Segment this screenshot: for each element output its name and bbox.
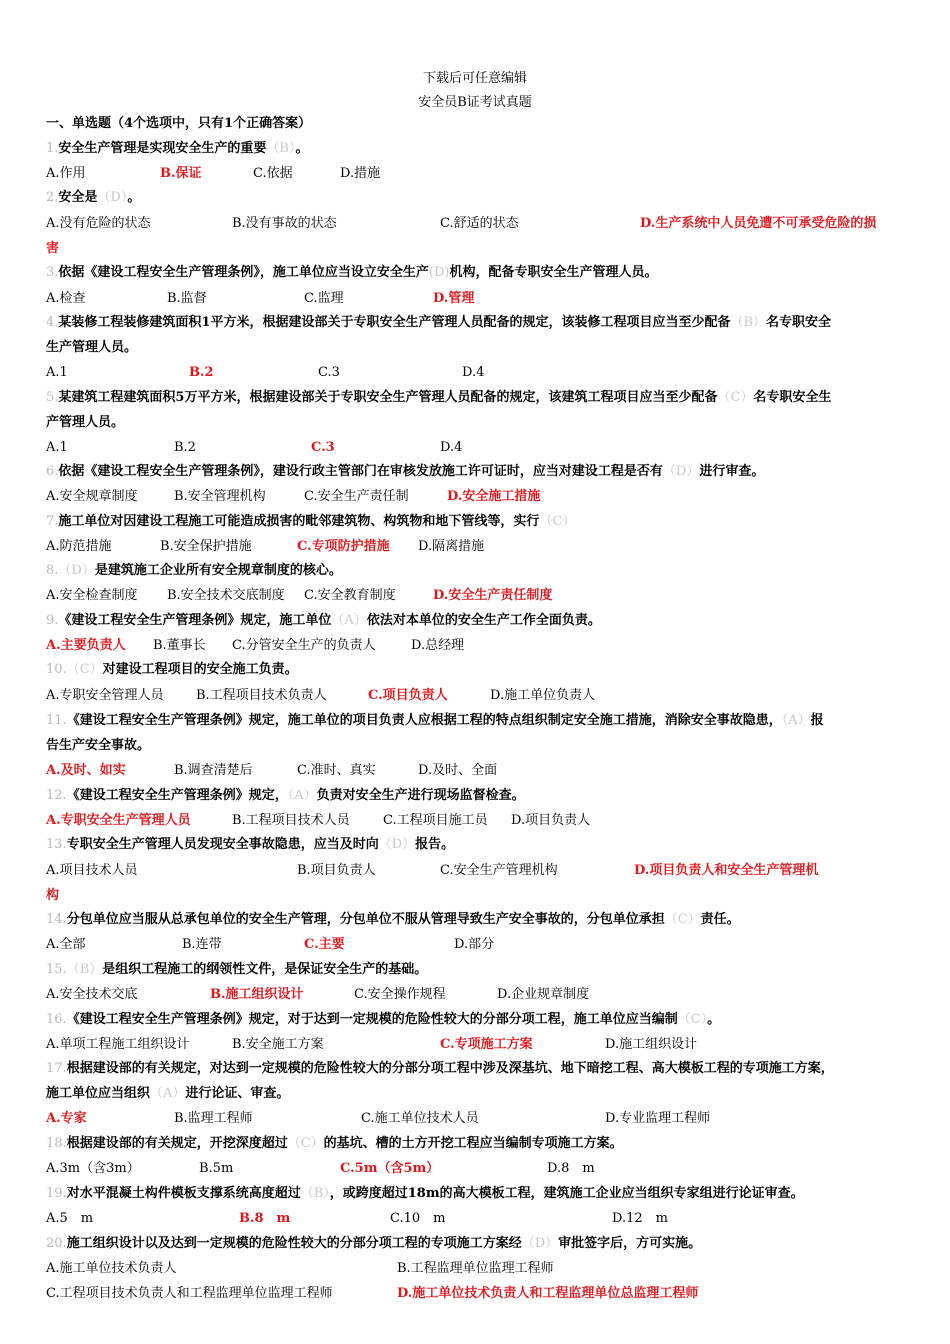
option-c: C.安全操作规程	[354, 987, 446, 1002]
question-text: 《建设工程安全生产管理条例》规定，	[66, 788, 288, 803]
option-c: C.3	[318, 365, 340, 380]
question-9	[46, 612, 914, 630]
question-number: 16.	[46, 1012, 67, 1027]
question-5	[46, 389, 914, 407]
question-text-tail: 报告。	[415, 837, 455, 852]
option-d: D.企业规章制度	[497, 987, 590, 1002]
question-number: 2.	[46, 190, 59, 205]
option-d-continued: 构	[46, 888, 60, 903]
option-b: B.8 m	[239, 1211, 291, 1226]
answer-mark: （B）	[266, 141, 296, 156]
answer-mark: （A）	[331, 613, 367, 628]
question-text-tail: 依法对本单位的安全生产工作全面负责。	[366, 613, 601, 628]
option-c: C.舒适的状态	[440, 216, 519, 231]
question-text-cont: 生产管理人员。	[46, 340, 138, 355]
question-text-cont: 产管理人员。	[46, 415, 125, 430]
question-17-continued	[46, 1085, 914, 1103]
answer-mark: （B）	[66, 962, 103, 977]
question-17	[46, 1060, 914, 1078]
question-14	[46, 911, 914, 929]
option-c: C.监理	[304, 291, 344, 306]
question-text-tail: 。	[127, 190, 141, 205]
answer-mark: （B）	[300, 1186, 330, 1201]
question-number: 12.	[46, 788, 67, 803]
question-text-cont-tail: 进行论证、审查。	[185, 1086, 290, 1101]
question-11	[46, 712, 914, 730]
question-text-tail: 报	[810, 713, 824, 728]
answer-mark: （C）	[66, 662, 103, 677]
option-a: A.项目技术人员	[46, 863, 138, 878]
question-text-tail: 。	[707, 1012, 721, 1027]
question-7	[46, 513, 914, 531]
question-5-continued	[46, 414, 914, 432]
question-11-continued	[46, 737, 914, 755]
question-20	[46, 1235, 914, 1253]
option-a: A.安全规章制度	[46, 489, 138, 504]
answer-mark: （C）	[539, 514, 576, 529]
question-text-tail: 是建筑施工企业所有安全规章制度的核心。	[94, 563, 342, 578]
page-title: 安全员B证考试真题	[418, 95, 532, 110]
question-text-tail: 机构，配备专职安全生产管理人员。	[449, 265, 658, 280]
question-number: 13.	[46, 837, 67, 852]
answer-mark: （D）	[58, 563, 95, 578]
option-b: B.项目负责人	[297, 863, 376, 878]
question-text: 《建设工程安全生产管理条例》规定，施工单位	[58, 613, 332, 628]
option-a: A.专职安全生产管理人员	[46, 813, 191, 828]
answer-mark: （D）	[97, 190, 128, 205]
question-number: 15.	[46, 962, 67, 977]
question-10	[46, 661, 914, 679]
option-d-continued: 害	[46, 241, 60, 256]
option-c: C.依据	[253, 166, 293, 181]
option-b: B.保证	[160, 166, 202, 181]
answer-mark: （D）	[662, 464, 700, 479]
option-a: A.3m（含3m）	[46, 1161, 140, 1176]
option-b: B.2	[189, 365, 214, 380]
option-d: D.施工单位技术负责人和工程监理单位总监理工程师	[397, 1286, 699, 1301]
question-text-tail: 责任。	[700, 912, 740, 927]
option-b: B.安全管理机构	[174, 489, 266, 504]
option-b: B.调查清楚后	[174, 763, 253, 778]
question-text: 依据《建设工程安全生产管理条例》，施工单位应当设立安全生产	[58, 265, 429, 280]
question-number: 3.	[46, 265, 59, 280]
question-number: 5.	[46, 390, 59, 405]
option-d: D.部分	[454, 937, 495, 952]
option-b: B.工程项目技术负责人	[196, 688, 327, 703]
answer-mark: （C）	[677, 1012, 708, 1027]
option-d: D.施工组织设计	[605, 1037, 698, 1052]
question-6	[46, 463, 914, 481]
question-text: 对水平混凝土构件模板支撑系统高度超过	[66, 1186, 301, 1201]
question-number: 11.	[46, 713, 67, 728]
question-text: 安全是	[58, 190, 98, 205]
option-a: A.安全技术交底	[46, 987, 138, 1002]
option-a: A.安全检查制度	[46, 588, 138, 603]
question-16	[46, 1011, 914, 1029]
question-text: 某装修工程装修建筑面积1平方米，根据建设部关于专职安全生产管理人员配备的规定，该装修工程项目应当至少配备	[58, 315, 731, 330]
option-d: D.隔离措施	[418, 539, 485, 554]
answer-mark: （D）	[378, 837, 416, 852]
option-a: A.专职安全管理人员	[46, 688, 164, 703]
option-b: B.董事长	[153, 638, 206, 653]
question-number: 10.	[46, 662, 67, 677]
option-c: C.项目负责人	[368, 688, 448, 703]
option-a: A.1	[46, 440, 68, 455]
option-b: B.工程项目技术人员	[232, 813, 350, 828]
option-d: D.4	[440, 440, 463, 455]
question-text-tail: 名专职安全	[766, 315, 832, 330]
option-a: A.单项工程施工组织设计	[46, 1037, 190, 1052]
option-c: C.主要	[304, 937, 345, 952]
option-b: B.工程监理单位监理工程师	[397, 1261, 554, 1276]
option-a: A.5 m	[46, 1211, 94, 1226]
question-text-tail: 是组织工程施工的纲领性文件，是保证安全生产的基础。	[102, 962, 428, 977]
option-d: D.8 m	[547, 1161, 595, 1176]
option-c: C.分管安全生产的负责人	[232, 638, 376, 653]
option-c: C.工程项目技术负责人和工程监理单位监理工程师	[46, 1286, 333, 1301]
question-2	[46, 189, 914, 207]
option-b: B.安全技术交底制度	[167, 588, 285, 603]
option-a: A.施工单位技术负责人	[46, 1261, 177, 1276]
option-d: D.项目负责人	[511, 813, 591, 828]
question-12	[46, 787, 914, 805]
option-a: A.1	[46, 365, 68, 380]
option-c: C.5m（含5m）	[340, 1161, 440, 1176]
option-b: B.连带	[182, 937, 222, 952]
option-d: D.专业监理工程师	[605, 1111, 711, 1126]
option-d: D.施工单位负责人	[490, 688, 596, 703]
option-c: C.专项施工方案	[440, 1037, 533, 1052]
question-19	[46, 1185, 914, 1203]
question-text: 根据建设部的有关规定，开挖深度超过	[66, 1136, 288, 1151]
question-text-cont: 施工单位应当组织	[46, 1086, 151, 1101]
option-a: A.全部	[46, 937, 86, 952]
question-number: 4.	[46, 315, 59, 330]
question-text-tail: 名专职安全生	[753, 390, 832, 405]
question-text: 安全生产管理是实现安全生产的重要	[58, 141, 267, 156]
question-number: 8.	[46, 563, 59, 578]
question-number: 18.	[46, 1136, 67, 1151]
option-d: D.及时、全面	[418, 763, 498, 778]
answer-mark: （C）	[717, 390, 754, 405]
option-d: D.管理	[433, 291, 475, 306]
question-number: 1.	[46, 141, 59, 156]
answer-mark: （C）	[287, 1136, 324, 1151]
question-3	[46, 264, 914, 282]
question-text: 依据《建设工程安全生产管理条例》，建设行政主管部门在审核发放施工许可证时，应当对建设工程是否有	[58, 464, 663, 479]
answer-mark: （A）	[781, 713, 811, 728]
option-c: C.施工单位技术人员	[361, 1111, 479, 1126]
question-text-tail: 对建设工程项目的安全施工负责。	[102, 662, 298, 677]
option-c: C.安全生产管理机构	[440, 863, 558, 878]
header-note: 下载后可任意编辑	[422, 71, 527, 86]
question-number: 9.	[46, 613, 59, 628]
question-text-tail: 进行审查。	[699, 464, 765, 479]
option-d: D.4	[462, 365, 485, 380]
question-number: 20.	[46, 1236, 67, 1251]
option-d: D.12 m	[612, 1211, 668, 1226]
question-15	[46, 961, 914, 979]
answer-mark: （C）	[664, 912, 701, 927]
section-title: 一、单选题（4个选项中，只有1个正确答案）	[46, 116, 312, 131]
option-b: B.监理工程师	[174, 1111, 253, 1126]
answer-mark: （B）	[730, 315, 767, 330]
option-a: A.防范措施	[46, 539, 112, 554]
question-text: 分包单位应当服从总承包单位的安全生产管理，分包单位不服从管理导致生产安全事故的，分包单位承担	[66, 912, 665, 927]
option-b: B.5m	[199, 1161, 234, 1176]
question-number: 6.	[46, 464, 59, 479]
option-d: D.总经理	[411, 638, 465, 653]
question-text: 某建筑工程建筑面积5万平方米，根据建设部关于专职安全生产管理人员配备的规定，该建筑工程项目应当至少配备	[58, 390, 718, 405]
option-b: B.监督	[167, 291, 207, 306]
question-number: 14.	[46, 912, 67, 927]
option-d: D.安全生产责任制度	[433, 588, 553, 603]
question-18	[46, 1135, 914, 1153]
question-4	[46, 314, 914, 332]
option-c: C.10 m	[390, 1211, 446, 1226]
question-text-tail: 。	[295, 141, 309, 156]
question-text: 施工组织设计以及达到一定规模的危险性较大的分部分项工程的专项施工方案经	[66, 1236, 522, 1251]
option-c: C.3	[311, 440, 335, 455]
option-b: B.施工组织设计	[210, 987, 304, 1002]
option-d: D.生产系统中人员免遭不可承受危险的损	[640, 216, 877, 231]
question-text: 根据建设部的有关规定，对达到一定规模的危险性较大的分部分项工程中涉及深基坑、地下暗挖工程、高大模板工程的专项施工方案，	[66, 1061, 834, 1076]
question-text-cont: 告生产安全事故。	[46, 738, 151, 753]
question-number: 17.	[46, 1061, 67, 1076]
answer-mark: （A）	[287, 788, 317, 803]
question-text: 施工单位对因建设工程施工可能造成损害的毗邻建筑物、构筑物和地下管线等，实行	[58, 514, 540, 529]
option-c: C.专项防护措施	[297, 539, 390, 554]
question-1	[46, 140, 914, 158]
question-text-tail: ，或跨度超过18m的高大模板工程，建筑施工企业应当组织专家组进行论证审查。	[329, 1186, 804, 1201]
option-a: A.检查	[46, 291, 86, 306]
option-a: A.主要负责人	[46, 638, 126, 653]
option-c: C.准时、真实	[297, 763, 376, 778]
option-d: D.项目负责人和安全生产管理机	[634, 863, 819, 878]
question-text-tail: 审批签字后，方可实施。	[558, 1236, 702, 1251]
question-number: 19.	[46, 1186, 67, 1201]
answer-mark: （A）	[150, 1086, 186, 1101]
option-c: C.工程项目施工员	[383, 813, 488, 828]
option-c: C.安全生产责任制	[304, 489, 409, 504]
answer-mark: (D)	[428, 265, 450, 280]
option-a: A.作用	[46, 166, 86, 181]
question-text: 专职安全生产管理人员发现安全事故隐患，应当及时向	[66, 837, 379, 852]
question-text-tail: 的基坑、槽的土方开挖工程应当编制专项施工方案。	[323, 1136, 623, 1151]
option-d: D.安全施工措施	[447, 489, 541, 504]
option-b: B.2	[174, 440, 196, 455]
question-8	[46, 562, 914, 580]
option-b: B.安全保护措施	[160, 539, 252, 554]
question-number: 7.	[46, 514, 59, 529]
question-4-continued	[46, 339, 914, 357]
question-text: 《建设工程安全生产管理条例》规定，对于达到一定规模的危险性较大的分部分项工程，施工单位应当编制	[66, 1012, 678, 1027]
question-text: 《建设工程安全生产管理条例》规定，施工单位的项目负责人应根据工程的特点组织制定安全施工措施，消除安全事故隐患，	[66, 713, 782, 728]
question-text-tail: 负责对安全生产进行现场监督检查。	[316, 788, 525, 803]
question-13	[46, 836, 914, 854]
option-b: B.安全施工方案	[232, 1037, 324, 1052]
answer-mark: （D）	[521, 1236, 559, 1251]
option-d: D.措施	[340, 166, 381, 181]
option-a: A.及时、如实	[46, 763, 126, 778]
option-b: B.没有事故的状态	[232, 216, 337, 231]
option-c: C.安全教育制度	[304, 588, 396, 603]
option-a: A.没有危险的状态	[46, 216, 151, 231]
option-a: A.专家	[46, 1111, 87, 1126]
